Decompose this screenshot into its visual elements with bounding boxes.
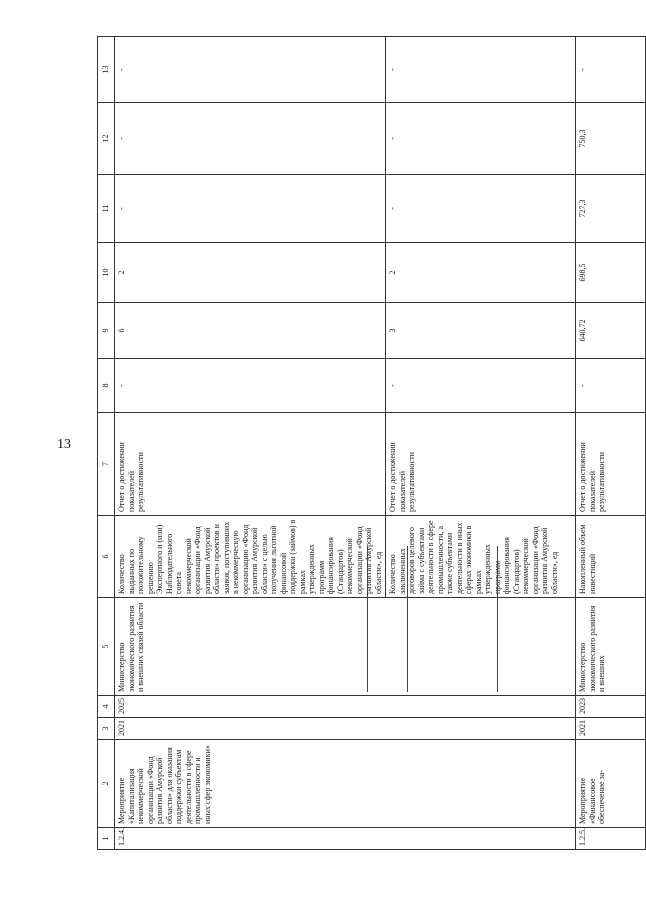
report-source: Отчет о достижении показателей результативности <box>576 413 646 516</box>
value-col-11: - <box>115 175 386 243</box>
value-col-10: 2 <box>386 243 576 303</box>
value-col-9: 640,72 <box>576 303 646 359</box>
value-col-10: 2 <box>115 243 386 303</box>
value-col-12: 750,3 <box>576 103 646 175</box>
page-number: 13 <box>57 437 71 452</box>
column-number: 8 <box>98 359 115 413</box>
measures-table <box>97 36 646 850</box>
value-col-12: - <box>386 103 576 175</box>
column-number: 6 <box>98 516 115 598</box>
indicator: Накопленный объем инвестиций <box>576 516 646 598</box>
start-year: 2021 <box>576 718 646 740</box>
column-number: 10 <box>98 243 115 303</box>
indicator: Количество выданных по положительному решению Экспертного и (или) Наблюдательного совета некоммерческой организации «Фонд развития Амурской области» проектов и заявок, поступивших в некоммерческую организацию «Фонд развития Амурской области» с целью получения льготной финансовой поддержки (займов) в рамках утвержденных программ финансирования (Стандартов) некоммерческой организации «Фонд развития Амурской области», ед <box>115 516 386 598</box>
table-row <box>115 37 386 850</box>
measure-name: Мероприятие «Финансовое обеспечение за- <box>576 740 646 828</box>
value-col-8: - <box>386 359 576 413</box>
row-number: 1.2.5. <box>576 828 646 850</box>
column-number: 1 <box>98 828 115 850</box>
report-source: Отчет о достижении показателей результативности <box>386 413 576 516</box>
report-source: Отчет о достижении показателей результативности <box>115 413 386 516</box>
value-col-9: 3 <box>386 303 576 359</box>
column-number: 7 <box>98 413 115 516</box>
column-number: 5 <box>98 598 115 696</box>
row-divider-line <box>497 546 498 692</box>
column-number: 3 <box>98 718 115 740</box>
value-col-11: - <box>386 175 576 243</box>
column-number: 12 <box>98 103 115 175</box>
row-number: 1.2.4. <box>115 828 576 850</box>
column-number-row <box>98 37 115 850</box>
value-col-10: 698,5 <box>576 243 646 303</box>
value-col-8: - <box>576 359 646 413</box>
document-table-area <box>97 37 606 850</box>
end-year: 2025 <box>115 696 576 718</box>
column-number: 13 <box>98 37 115 103</box>
row-divider-line <box>367 546 368 692</box>
value-col-11: 727,3 <box>576 175 646 243</box>
indicator: Количество заключенных договоров целевого займа с субъектами деятельности в сфере промышленности, а также субъектами деятельности в иных сферах экономики в рамках утвержденных программ финансирования (Стандартов) некоммерческой организации «Фонд развития Амурской области», ед <box>386 516 576 598</box>
column-number: 2 <box>98 740 115 828</box>
executor: Министерство экономического развития и внешних связей области <box>115 598 576 696</box>
value-col-8: - <box>115 359 386 413</box>
column-number: 11 <box>98 175 115 243</box>
value-col-12: - <box>115 103 386 175</box>
end-year: 2023 <box>576 696 646 718</box>
row-divider-line <box>407 546 408 692</box>
measure-name: Мероприятие «Капитализация некоммерческой организации «Фонд развития Амурской области» для оказания поддержки субъектам деятельности в сфере промышленности и иных сфер экономики» <box>115 740 576 828</box>
value-col-13: - <box>576 37 646 103</box>
column-number: 9 <box>98 303 115 359</box>
value-col-13: - <box>386 37 576 103</box>
executor: Министерство экономического развития и внешних <box>576 598 646 696</box>
value-col-13: - <box>115 37 386 103</box>
column-number: 4 <box>98 696 115 718</box>
value-col-9: 6 <box>115 303 386 359</box>
start-year: 2021 <box>115 718 576 740</box>
rotated-table-wrapper <box>97 37 606 850</box>
table-row <box>576 37 646 850</box>
